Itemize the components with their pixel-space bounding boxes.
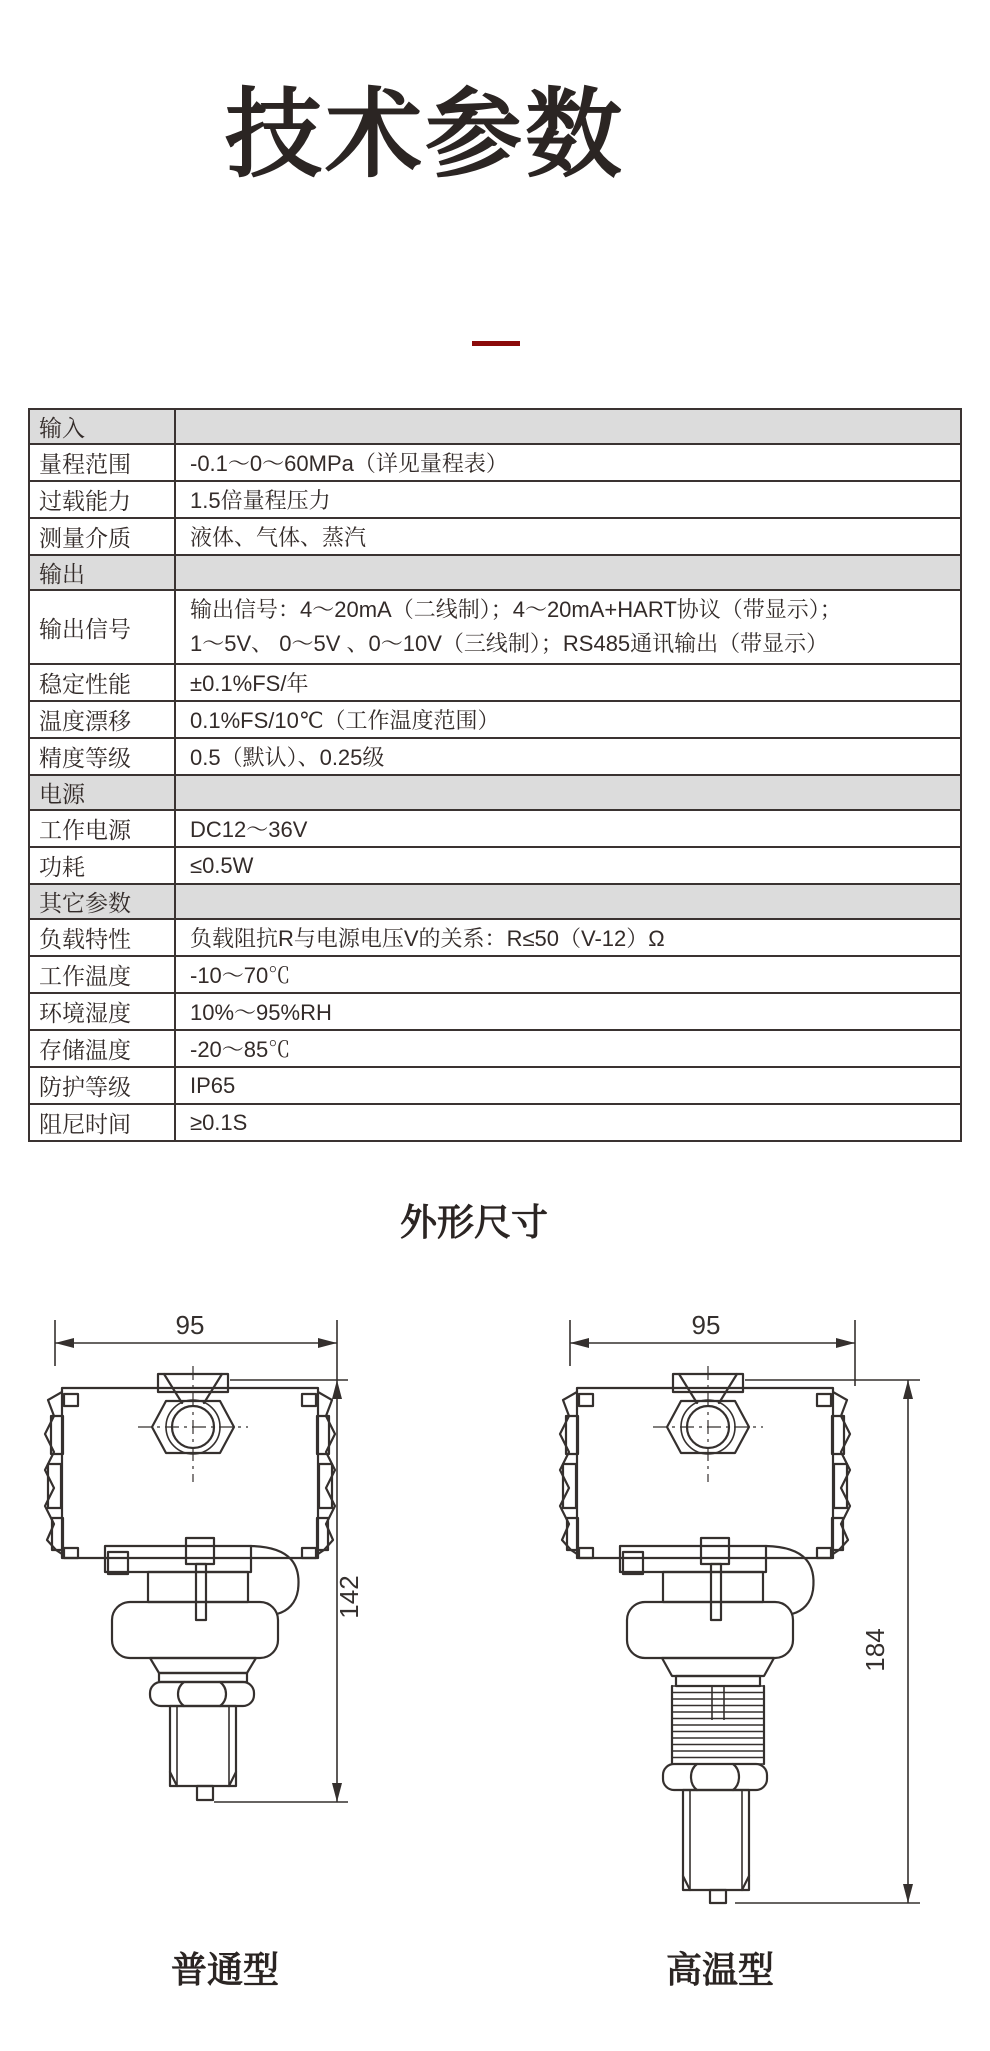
spec-row-label: 精度等级 <box>29 738 175 775</box>
process-connection-right <box>620 1538 814 1903</box>
spec-row-value: ±0.1%FS/年 <box>175 664 961 701</box>
spec-row-label: 过载能力 <box>29 481 175 518</box>
spec-row <box>29 810 961 847</box>
spec-row-label: 量程范围 <box>29 444 175 481</box>
dim-95-right: 95 <box>691 1310 721 1340</box>
spec-row-label: 稳定性能 <box>29 664 175 701</box>
dim-184: 184 <box>860 1628 890 1672</box>
spec-row <box>29 481 961 518</box>
spec-row-label: 工作电源 <box>29 810 175 847</box>
spec-row-value <box>175 555 961 590</box>
spec-row <box>29 1067 961 1104</box>
drawing-high-temp-type <box>560 1310 920 1903</box>
spec-row-value <box>175 775 961 810</box>
spec-row-value: -0.1～0～60MPa（详见量程表） <box>175 444 961 481</box>
spec-row <box>29 1104 961 1141</box>
spec-row <box>29 590 961 664</box>
width-dimension-left <box>55 1310 337 1366</box>
spec-table <box>28 408 962 1142</box>
transmitter-housing-left <box>45 1366 335 1558</box>
spec-row-label: 负载特性 <box>29 919 175 956</box>
spec-value-line2: 1～5V、 0～5V 、0～10V（三线制）；RS485通讯输出（带显示） <box>190 631 829 656</box>
dimensions-section-title: 外形尺寸 <box>400 1202 548 1243</box>
spec-section-row <box>29 409 961 444</box>
spec-row-label: 存储温度 <box>29 1030 175 1067</box>
spec-row-value: 负载阻抗R与电源电压V的关系：R≤50（V-12）Ω <box>175 919 961 956</box>
height-dimension-right <box>735 1380 920 1903</box>
spec-row <box>29 664 961 701</box>
spec-row <box>29 847 961 884</box>
caption-high-temp-type: 高温型 <box>665 1949 774 1990</box>
spec-row-value: DC12～36V <box>175 810 961 847</box>
spec-row-label: 功耗 <box>29 847 175 884</box>
spec-row <box>29 993 961 1030</box>
spec-table-rows <box>29 409 961 1141</box>
spec-section-row <box>29 884 961 919</box>
spec-row-value: -10～70℃ <box>175 956 961 993</box>
spec-row-value: -20～85℃ <box>175 1030 961 1067</box>
spec-row-value: 液体、气体、蒸汽 <box>175 518 961 555</box>
spec-row <box>29 738 961 775</box>
spec-row-label: 阻尼时间 <box>29 1104 175 1141</box>
spec-row <box>29 956 961 993</box>
spec-row-value: 0.5（默认）、0.25级 <box>175 738 961 775</box>
spec-section-label: 其它参数 <box>29 884 175 919</box>
spec-section-row <box>29 775 961 810</box>
title-accent-dash <box>472 341 520 346</box>
caption-normal-type: 普通型 <box>170 1949 279 1990</box>
spec-row-value: ≤0.5W <box>175 847 961 884</box>
spec-row <box>29 444 961 481</box>
spec-row-label: 输出信号 <box>29 590 175 664</box>
spec-row <box>29 701 961 738</box>
transmitter-housing-right <box>560 1366 850 1558</box>
spec-row-value: IP65 <box>175 1067 961 1104</box>
spec-section-row <box>29 555 961 590</box>
dim-142: 142 <box>334 1575 364 1619</box>
spec-row-label: 环境湿度 <box>29 993 175 1030</box>
cooling-fins <box>672 1686 764 1764</box>
spec-row <box>29 919 961 956</box>
spec-section-label: 电源 <box>29 775 175 810</box>
spec-row-value <box>175 884 961 919</box>
process-connection-left <box>105 1538 299 1800</box>
page-title: 技术参数 <box>225 80 625 189</box>
spec-value-line1: 输出信号：4～20mA（二线制）；4～20mA+HART协议（带显示）； <box>190 597 842 622</box>
dim-95-left: 95 <box>175 1310 205 1340</box>
spec-row <box>29 518 961 555</box>
spec-row-label: 测量介质 <box>29 518 175 555</box>
spec-row-label: 温度漂移 <box>29 701 175 738</box>
drawing-normal-type <box>45 1310 364 1802</box>
spec-row-value: ≥0.1S <box>175 1104 961 1141</box>
spec-row <box>29 1030 961 1067</box>
spec-section-label: 输出 <box>29 555 175 590</box>
dimension-drawings <box>0 1280 990 1960</box>
spec-row-value: 10%～95%RH <box>175 993 961 1030</box>
spec-row-label: 防护等级 <box>29 1067 175 1104</box>
spec-row-value: 0.1%FS/10℃（工作温度范围） <box>175 701 961 738</box>
spec-section-label: 输入 <box>29 409 175 444</box>
spec-row-value <box>175 590 961 664</box>
spec-row-value <box>175 409 961 444</box>
spec-row-label: 工作温度 <box>29 956 175 993</box>
spec-row-value: 1.5倍量程压力 <box>175 481 961 518</box>
